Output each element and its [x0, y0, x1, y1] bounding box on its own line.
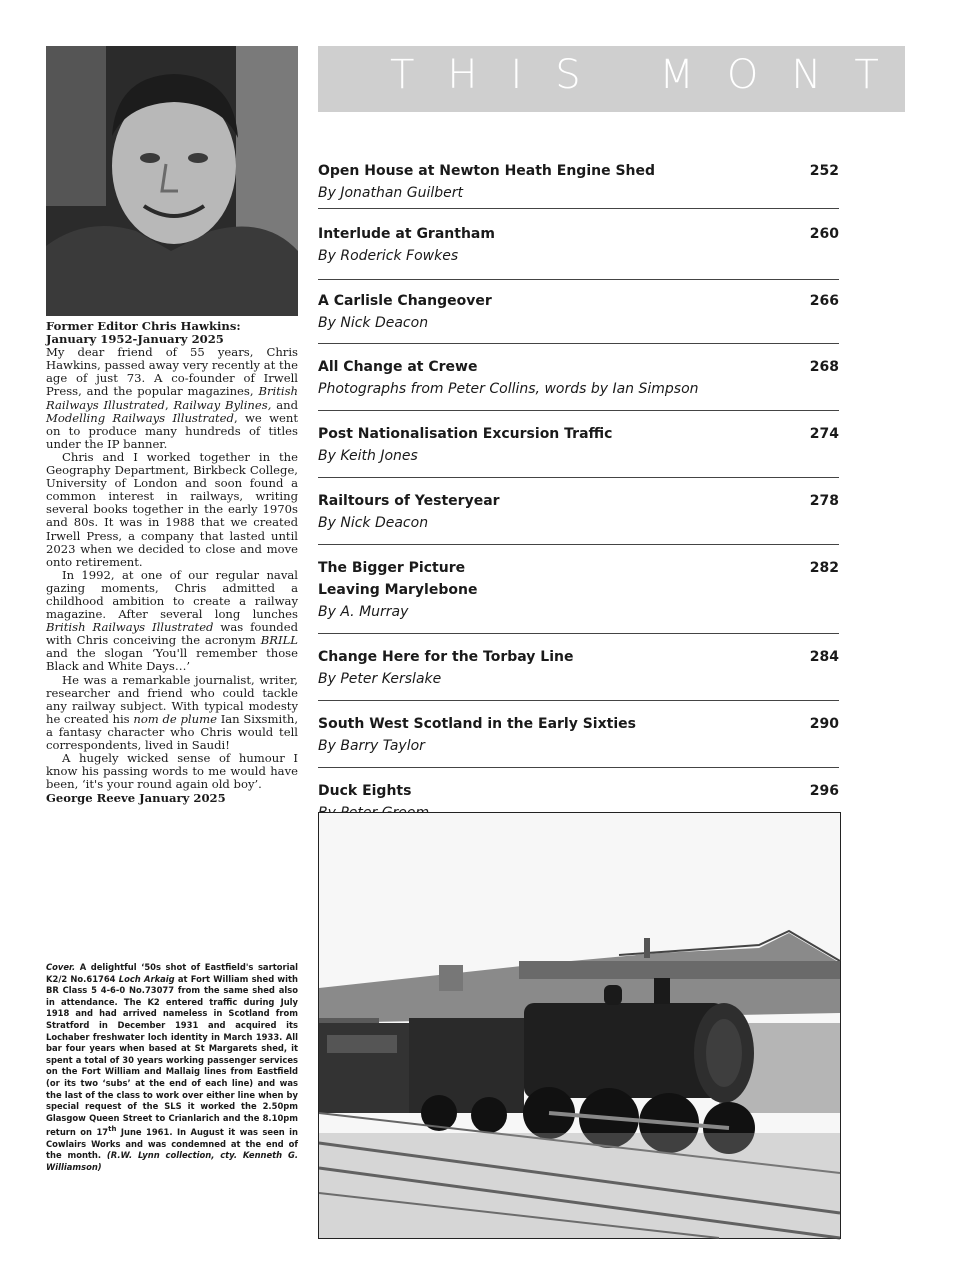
portrait-image	[46, 46, 298, 316]
entry-author: By Jonathan Guilbert	[318, 185, 463, 201]
tribute-article	[46, 320, 298, 805]
magazine-title: Railway Bylines,	[173, 397, 272, 412]
locomotive-photo	[318, 812, 841, 1239]
nom-de-plume: nom de plume	[133, 711, 217, 726]
contents-entry[interactable]	[318, 160, 839, 209]
locomotive-image	[319, 813, 840, 1238]
contents-entry[interactable]	[318, 634, 839, 701]
entry-author: By A. Murray	[318, 604, 409, 620]
entry-author: By Nick Deacon	[318, 515, 429, 531]
contents-entry[interactable]	[318, 280, 839, 344]
tribute-text: My dear friend of 55 years, Chris Hawkins, passed away very recently at the age of just 73. A co-founder of Irwell Press, and the popular magazines,	[46, 345, 298, 399]
tribute-signature: George Reeve January 2025	[46, 791, 226, 806]
entry-page: 274	[809, 426, 839, 442]
tribute-text: was founded with Chris conceiving the acronym	[46, 620, 298, 648]
entry-page: 278	[809, 493, 839, 509]
tribute-text: He was a remarkable journalist, writer, researcher and friend who could tackle any railway subject. With typical modesty he created his	[46, 672, 298, 726]
locomotive-name: Loch Arkaig	[118, 973, 175, 984]
entry-page: 284	[809, 649, 839, 665]
entry-title: Duck Eights	[318, 783, 412, 799]
contents-list	[318, 160, 839, 824]
tribute-heading-line1: Former Editor Chris Hawkins:	[46, 319, 241, 333]
entry-title: Interlude at Grantham	[318, 226, 495, 242]
entry-author: By Roderick Fowkes	[318, 248, 459, 264]
contents-entry[interactable]	[318, 701, 839, 768]
entry-title: Open House at Newton Heath Engine Shed	[318, 163, 656, 179]
tribute-text: and the slogan ‘You'll remember those Black and White Days…’	[46, 646, 298, 674]
entry-title: The Bigger Picture	[318, 560, 466, 576]
entry-title: South West Scotland in the Early Sixties	[318, 716, 636, 732]
tribute-paragraph: Chris and I worked together in the Geography Department, Birkbeck College, University of London and soon found a common interest in railways, writing several books together in the early 1970s and 80s. It was in 1988 that we created Irwell Press, a company that lasted until 2023 when we decided to close and move onto retirement.	[46, 449, 298, 569]
tribute-paragraph	[46, 674, 298, 753]
entry-author: By Peter Kerslake	[318, 671, 442, 687]
magazine-title: British Railways Illustrated	[46, 384, 299, 412]
tribute-heading-line2: January 1952-January 2025	[46, 332, 224, 347]
photo-credit: (R.W. Lynn collection, cty. Kenneth G. Williamson)	[46, 1150, 299, 1172]
magazine-title: British Railways Illustrated	[46, 620, 214, 635]
entry-title: Post Nationalisation Excursion Traffic	[318, 426, 613, 442]
entry-title: Change Here for the Torbay Line	[318, 649, 574, 665]
entry-title: A Carlisle Changeover	[318, 293, 492, 309]
tribute-text: and	[276, 397, 299, 412]
caption-superscript: th	[108, 1125, 117, 1134]
contents-entry[interactable]	[318, 344, 839, 411]
tribute-paragraph	[46, 346, 298, 451]
contents-entry[interactable]	[318, 411, 839, 478]
tribute-text: , we went on to produce many hundreds of titles under the IP banner.	[46, 410, 298, 451]
tribute-text: Ian Sixsmith, a fantasy character who Chris would tell correspondents, lived in Saudi!	[46, 711, 299, 752]
acronym: BRILL	[260, 633, 298, 648]
caption-text: A delightful ‘50s shot of Eastfield's sartorial K2/2 No.61764	[46, 962, 298, 984]
entry-page: 296	[809, 783, 839, 799]
cover-caption	[46, 962, 298, 1173]
this-month-banner	[318, 46, 975, 112]
caption-text: June 1961. In August it was seen in Cowlairs Works and was condemned at the end of the month.	[46, 1127, 298, 1161]
portrait-photo	[46, 46, 298, 316]
entry-page: 290	[809, 716, 839, 732]
entry-page: 252	[809, 163, 839, 179]
banner-title: THIS MONTH	[390, 52, 975, 98]
tribute-paragraph: A hugely wicked sense of humour I know his passing words to me would have been, ‘it's your round again old boy’.	[46, 751, 298, 792]
tribute-text: In 1992, at one of our regular naval gazing moments, Chris admitted a childhood ambition to create a railway magazine. After several long lunches	[46, 567, 298, 622]
tribute-paragraph	[46, 569, 298, 674]
entry-page: 266	[809, 293, 839, 309]
entry-author: By Keith Jones	[318, 448, 418, 464]
entry-page: 268	[809, 359, 839, 375]
entry-page: 282	[809, 560, 839, 576]
entry-page: 260	[809, 226, 839, 242]
caption-lead: Cover.	[46, 962, 76, 972]
entry-author: Photographs from Peter Collins, words by Ian Simpson	[318, 381, 699, 397]
magazine-title: Modelling Railways Illustrated	[46, 410, 234, 425]
entry-author: By Barry Taylor	[318, 738, 425, 754]
contents-entry[interactable]	[318, 209, 839, 280]
entry-subtitle: Leaving Marylebone	[318, 582, 478, 598]
tribute-text: ,	[164, 397, 169, 412]
entry-title: Railtours of Yesteryear	[318, 493, 500, 509]
entry-author: By Nick Deacon	[318, 315, 429, 331]
contents-entry[interactable]	[318, 478, 839, 545]
entry-title: All Change at Crewe	[318, 359, 478, 375]
contents-entry[interactable]	[318, 545, 839, 634]
caption-text: at Fort William shed with BR Class 5 4-6-0 No.73077 from the same shed also in attendance. The K2 entered traffic during July 1918 and had arrived nameless in Scotland from Stratford in December 1931 and acquired its Lochaber freshwater loch identity in March 1933. All bar four years when based at St Margarets shed, it spent a total of 30 years working passenger services on the Fort William and Mallaig lines from Eastfield (or its two ‘subs’ at the end of each line) and was the last of the class to work over either line when by special request of the SLS it worked the 2.50pm Glasgow Queen Street to Crianlarich and the 8.10pm return on 17	[46, 973, 298, 1138]
